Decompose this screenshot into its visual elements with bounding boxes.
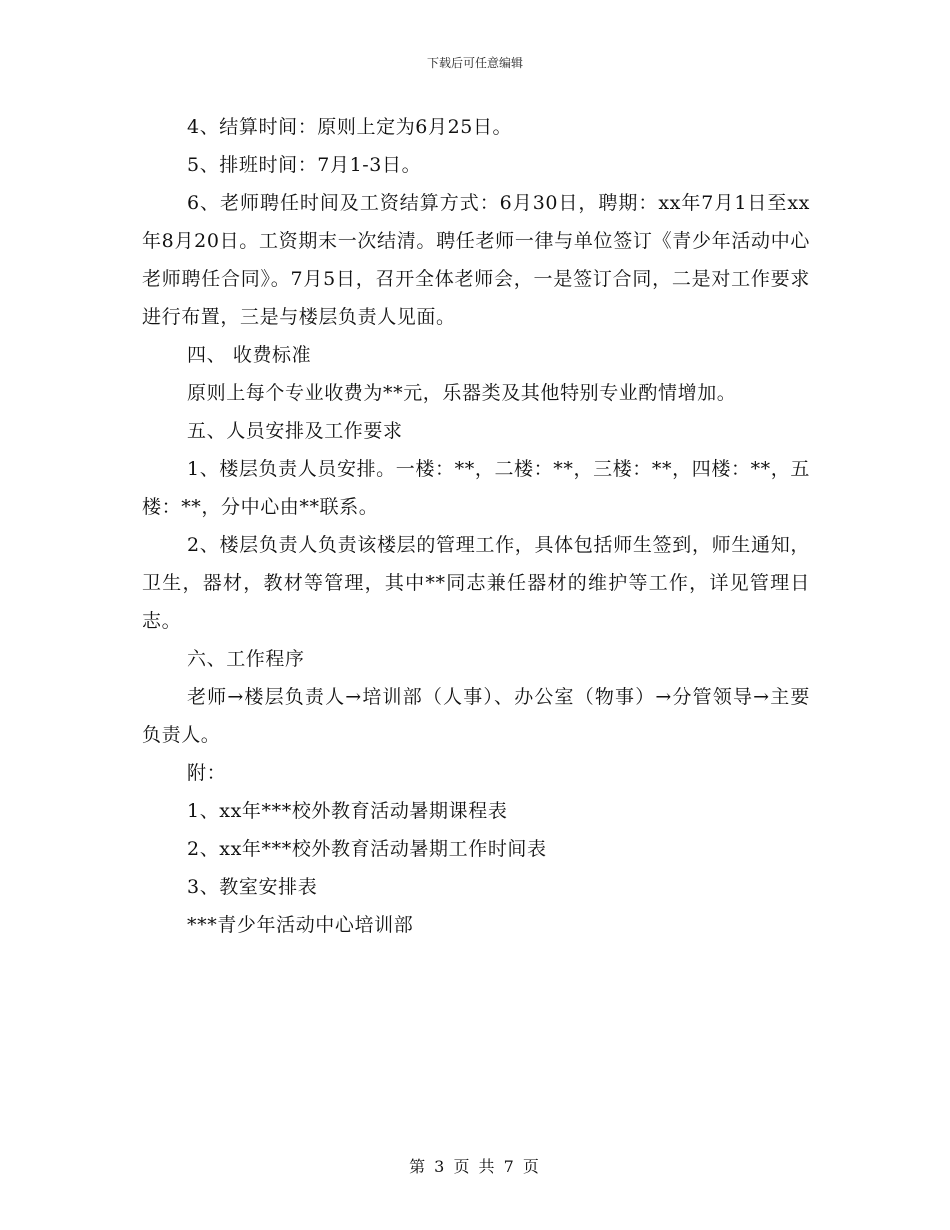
appendix-item-work-schedule: 2、xx年***校外教育活动暑期工作时间表: [187, 838, 547, 860]
appendix-item-classroom-plan: 3、教室安排表: [187, 876, 318, 898]
paragraph-settlement-time: 4、结算时间：原则上定为6月25日。: [187, 116, 513, 138]
page-number-footer: 第 3 页 共 7 页: [409, 1157, 541, 1176]
page-header-note: 下载后可任意编辑: [426, 56, 523, 70]
appendix-label: 附：: [187, 762, 227, 784]
document-body: [142, 108, 810, 944]
appendix-item-course-schedule: 1、xx年***校外教育活动暑期课程表: [187, 800, 508, 822]
paragraph-teacher-employment: 6、老师聘任时间及工资结算方式：6月30日，聘期：xx年7月1日至xx年8月20日。工资期末一次结清。聘任老师一律与单位签订《青少年活动中心老师聘任合同》。7月5日，召开全体老师会，一是签订合同，二是对工作要求进行布置，三是与楼层负责人见面。: [142, 192, 810, 328]
section-heading-fees: 四、 收费标准: [187, 344, 312, 366]
paragraph-fee-standard: 原则上每个专业收费为**元，乐器类及其他特别专业酌情增加。: [187, 382, 737, 404]
paragraph-scheduling-time: 5、排班时间：7月1-3日。: [187, 154, 422, 176]
signature-department: ***青少年活动中心培训部: [187, 914, 414, 936]
paragraph-floor-staff: 1、楼层负责人员安排。一楼：**，二楼：**，三楼：**，四楼：**，五楼：**，分中心由**联系。: [142, 458, 810, 518]
section-heading-procedure: 六、工作程序: [187, 648, 305, 670]
paragraph-procedure-flow: 老师→楼层负责人→培训部（人事）、办公室（物事）→分管领导→主要负责人。: [142, 686, 810, 746]
paragraph-floor-duties: 2、楼层负责人负责该楼层的管理工作，具体包括师生签到，师生通知，卫生，器材，教材等管理，其中**同志兼任器材的维护等工作，详见管理日志。: [142, 534, 810, 632]
section-heading-staffing: 五、人员安排及工作要求: [187, 420, 403, 442]
